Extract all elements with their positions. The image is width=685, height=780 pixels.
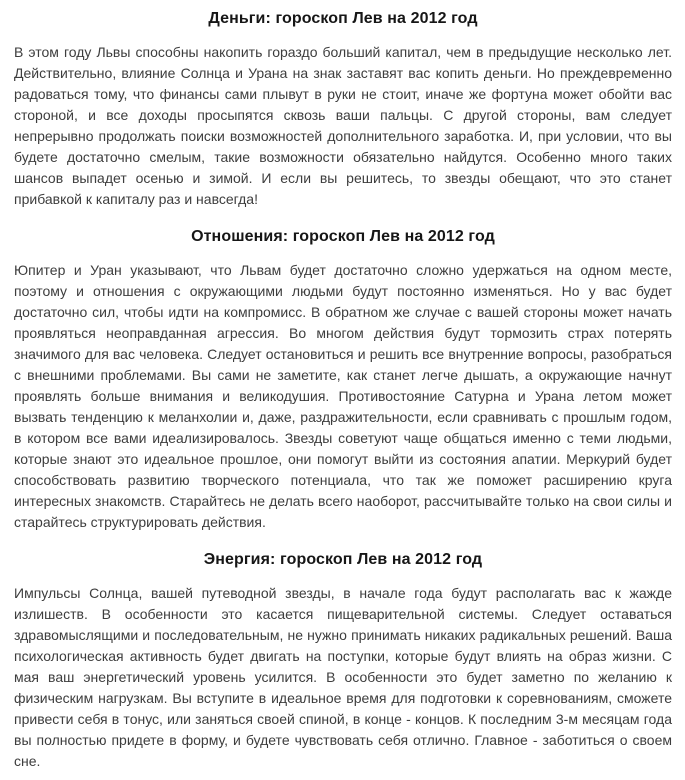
section-energy [14,550,672,772]
section-title-energy: Энергия: гороскоп Лев на 2012 год [203,551,483,568]
section-relationships [14,227,672,533]
horoscope-article [0,9,685,780]
section-title-relationships: Отношения: гороскоп Лев на 2012 год [191,228,495,245]
section-money [14,9,672,210]
section-body-energy: Импульсы Солнца, вашей путеводной звезды, в начале года будут располагать вас к жажде излишеств. В особенности это касается пищеварительной системы. Следует оставаться здравомыслящими и последовательным, не нужно принимать никаких радикальных решений. Ваша психологическая активность будет двигать на поступки, которые будут влиять на образ жизни. С мая ваш энергетический уровень усилится. В особенности это будет заметно по желанию к физическим нагрузкам. Вы вступите в идеальное время для подготовки к соревнованиям, сможете привести себя в тонус, или заняться своей спиной, в конце - концов. К последним 3-м месяцам года вы полностью придете в форму, и будете чувствовать себя отлично. Главное - заботиться о своем сне. [14,585,672,769]
section-body-money: В этом году Львы способны накопить гораздо больший капитал, чем в предыдущие несколько лет. Действительно, влияние Солнца и Урана на знак заставят вас копить деньги. Но преждевременно радоваться тому, что финансы сами плывут в руки не стоит, иначе же фортуна может обойти вас стороной, и все доходы просыпятся сквозь ваши пальцы. С другой стороны, вам следует непрерывно продолжать поиски возможностей дополнительного заработка. И, при условии, что вы будете достаточно смелым, такие возможности обязательно найдутся. Особенно много таких шансов выпадет осенью и зимой. И если вы решитесь, то звезды обещают, что это станет прибавкой к капиталу раз и навсегда! [14,44,672,207]
section-title-money: Деньги: гороскоп Лев на 2012 год [208,10,478,27]
section-body-relationships: Юпитер и Уран указывают, что Львам будет достаточно сложно удержаться на одном месте, поэтому и отношения с окружающими людьми будут постоянно изменяться. Но у вас будет достаточно сил, чтобы идти на компромисс. В обратном же случае с вашей стороны может начать проявляться неоправданная агрессия. Во многом действия будут тормозить страх потерять значимого для вас человека. Следует остановиться и решить все внутренние вопросы, разобраться с внешними проблемами. Вы сами не заметите, как станет легче дышать, а окружающие начнут проявлять больше внимания и великодушия. Противостояние Сатурна и Урана летом может вызвать тенденцию к меланхолии и, даже, раздражительности, если сравнивать с прошлым годом, в котором все вами идеализировалось. Звезды советуют чаще общаться именно с теми людьми, которые знают это идеальное прошлое, они помогут выйти из состояния апатии. Меркурий будет способствовать развитию творческого потенциала, что так же поможет расширению круга интересных знакомств. Старайтесь не делать всего наоборот, рассчитывайте только на свои силы и старайтесь структурировать действия. [14,262,672,530]
